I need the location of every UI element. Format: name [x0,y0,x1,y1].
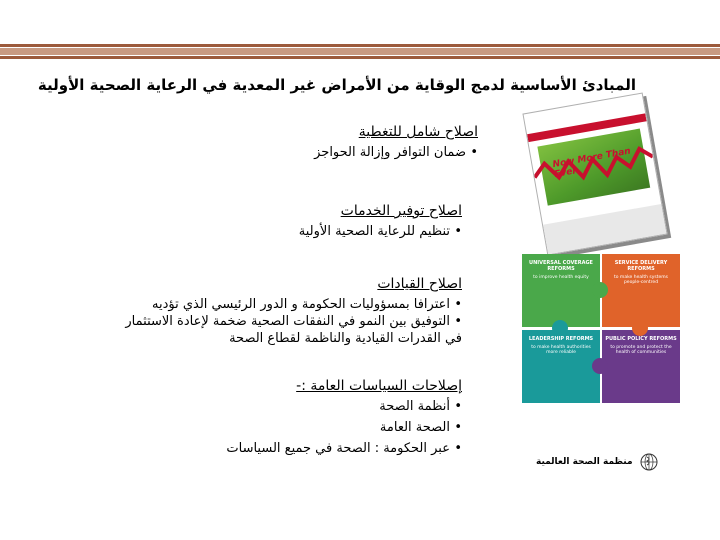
section-heading: اصلاح توفير الخدمات [340,203,462,219]
bullet-list [226,398,462,457]
puzzle-knob [592,358,608,374]
puzzle-piece-leadership [522,330,600,403]
puzzle-subtitle: to make health authorities more reliable [531,345,591,355]
header-band-middle [0,48,720,55]
puzzle-piece-coverage [522,254,600,327]
bullet-list [314,144,478,161]
bullet-item: • أنظمة الصحة [226,398,462,415]
puzzle-title: PUBLIC POLICY REFORMS [605,336,677,342]
bullet-list [125,296,462,330]
puzzle-knob [552,320,568,336]
bullet-item: • ضمان التوافر وإزالة الحواجز [314,144,478,161]
puzzle-piece-policy [602,330,680,403]
puzzle-title: SERVICE DELIVERY REFORMS [614,260,668,272]
bullet-continuation: في القدرات القيادية والناظمة لقطاع الصحة [229,331,462,346]
who-emblem-icon [639,452,659,472]
section-public-policy [226,378,462,457]
bullet-item: • الصحة العامة [226,419,462,436]
section-heading: اصلاح القيادات [377,276,462,292]
puzzle-title: LEADERSHIP REFORMS [528,336,594,342]
puzzle-title: UNIVERSAL COVERAGE REFORMS [529,260,593,272]
bullet-item: • اعترافا بمسؤوليات الحكومة و الدور الرئيسي الذي تؤديه [125,296,462,313]
puzzle-knob [592,282,608,298]
book-cover-footer [543,204,666,254]
book-cover-title: Now More Than Ever [551,146,632,180]
section-heading: اصلاح شامل للتغطية [358,124,478,140]
puzzle-subtitle: to improve health equity [533,275,589,280]
header-band-bottom [0,56,720,59]
header-band-top [0,44,720,47]
slide-title: المبادئ الأساسية لدمج الوقاية من الأمراض غير المعدية في الرعاية الصحية الأولية [37,76,636,94]
section-service-delivery [299,203,462,240]
bullet-list [299,223,462,240]
puzzle-piece-service [602,254,680,327]
puzzle-knob [632,320,648,336]
section-coverage [314,124,478,161]
reform-puzzle-image [522,254,682,404]
who-footer [536,452,659,472]
who-name: منظمة الصحة العالمية [536,457,633,467]
bullet-item: • التوفيق بين النمو في النفقات الصحية ضخمة لإعادة الاستثمار [125,313,462,330]
bullet-item: • عبر الحكومة : الصحة في جميع السياسات [226,440,462,457]
puzzle-subtitle: to promote and protect the health of communities [610,345,672,355]
section-heading: إصلاحات السياسات العامة :- [296,378,462,394]
puzzle-subtitle: to make health systems people-centred [613,275,669,285]
bullet-item: • تنظيم للرعاية الصحية الأولية [299,223,462,240]
section-leadership [125,276,462,347]
report-book-image [522,93,667,256]
